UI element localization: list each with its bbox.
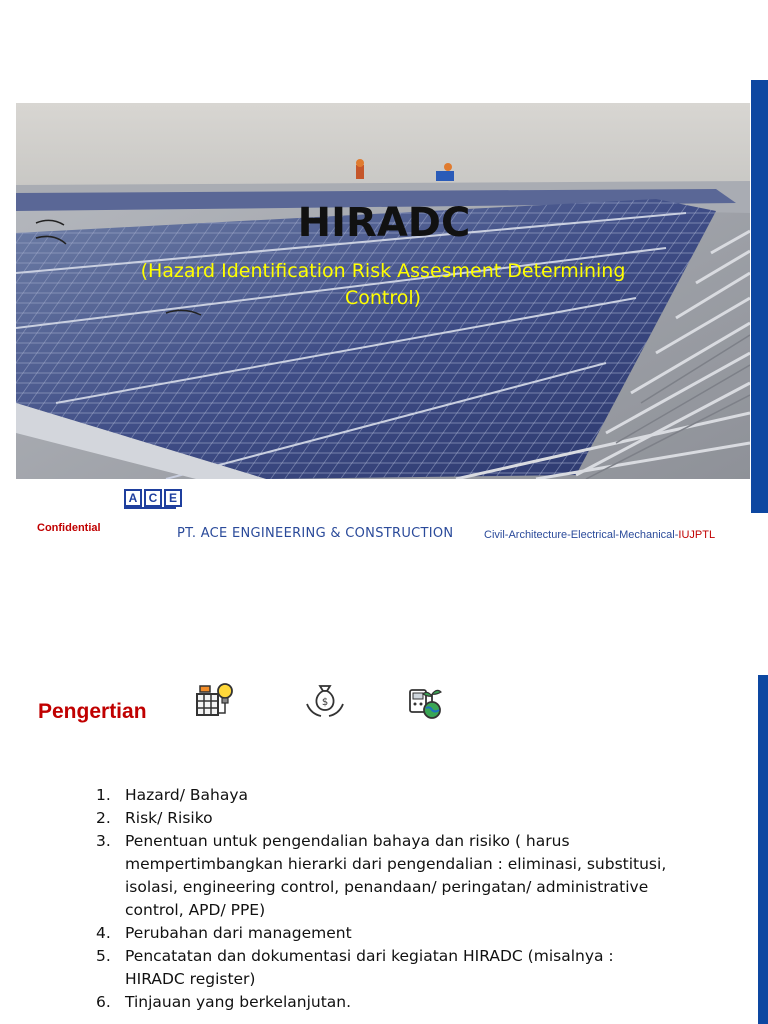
logo-letter-a: A [124,489,142,507]
item-number: 1. [96,786,111,804]
ace-logo [124,489,182,507]
meter-plant-globe-icon [407,684,443,720]
item-text: Risk/ Risiko [125,809,213,827]
subtitle-line-2: Control) [344,287,422,309]
list-item [96,807,676,830]
slide-subtitle [100,258,666,312]
list-item [96,922,676,945]
company-tagline [484,529,715,541]
item-text: Hazard/ Bahaya [125,786,249,804]
item-text: Pencatatan dan dokumentasi dari kegiatan HIRADC (misalnya : HIRADC register) [125,947,614,988]
solar-panel-lightbulb-icon [194,682,236,720]
list-item [96,830,676,922]
item-text: Tinjauan yang berkelanjutan. [125,993,352,1011]
subtitle-line-1: (Hazard Identification Risk Assesment Determining [140,260,626,282]
item-text: Perubahan dari management [125,924,352,942]
list-item [96,945,676,991]
accent-side-bar-2 [758,675,768,1024]
tagline-red: IUJPTL [678,529,716,541]
money-bag-hands-icon [305,680,345,720]
section-title: Pengertian [38,700,147,723]
confidential-label: Confidential [37,522,101,534]
item-number: 2. [96,809,111,827]
svg-text:$: $ [321,697,329,708]
tagline-main: Civil-Architecture-Electrical-Mechanical- [484,529,679,541]
accent-side-bar [751,80,768,513]
item-number: 3. [96,832,111,850]
list-item [96,784,676,807]
item-number: 6. [96,993,111,1011]
item-text: Penentuan untuk pengendalian bahaya dan risiko ( harus mempertimbangkan hierarki dari pengendalian : eliminasi, substitusi, isolasi, engineering control, penandaan/ peringatan/ administrative control, APD/ PPE) [125,832,667,919]
definition-list [96,784,676,1014]
item-number: 4. [96,924,111,942]
item-number: 5. [96,947,111,965]
slide-title: HIRADC [297,200,471,246]
logo-letter-c: C [144,489,162,507]
company-name: PT. ACE ENGINEERING & CONSTRUCTION [177,526,454,541]
list-item [96,991,676,1014]
logo-underline [124,507,176,509]
logo-letter-e: E [164,489,182,507]
